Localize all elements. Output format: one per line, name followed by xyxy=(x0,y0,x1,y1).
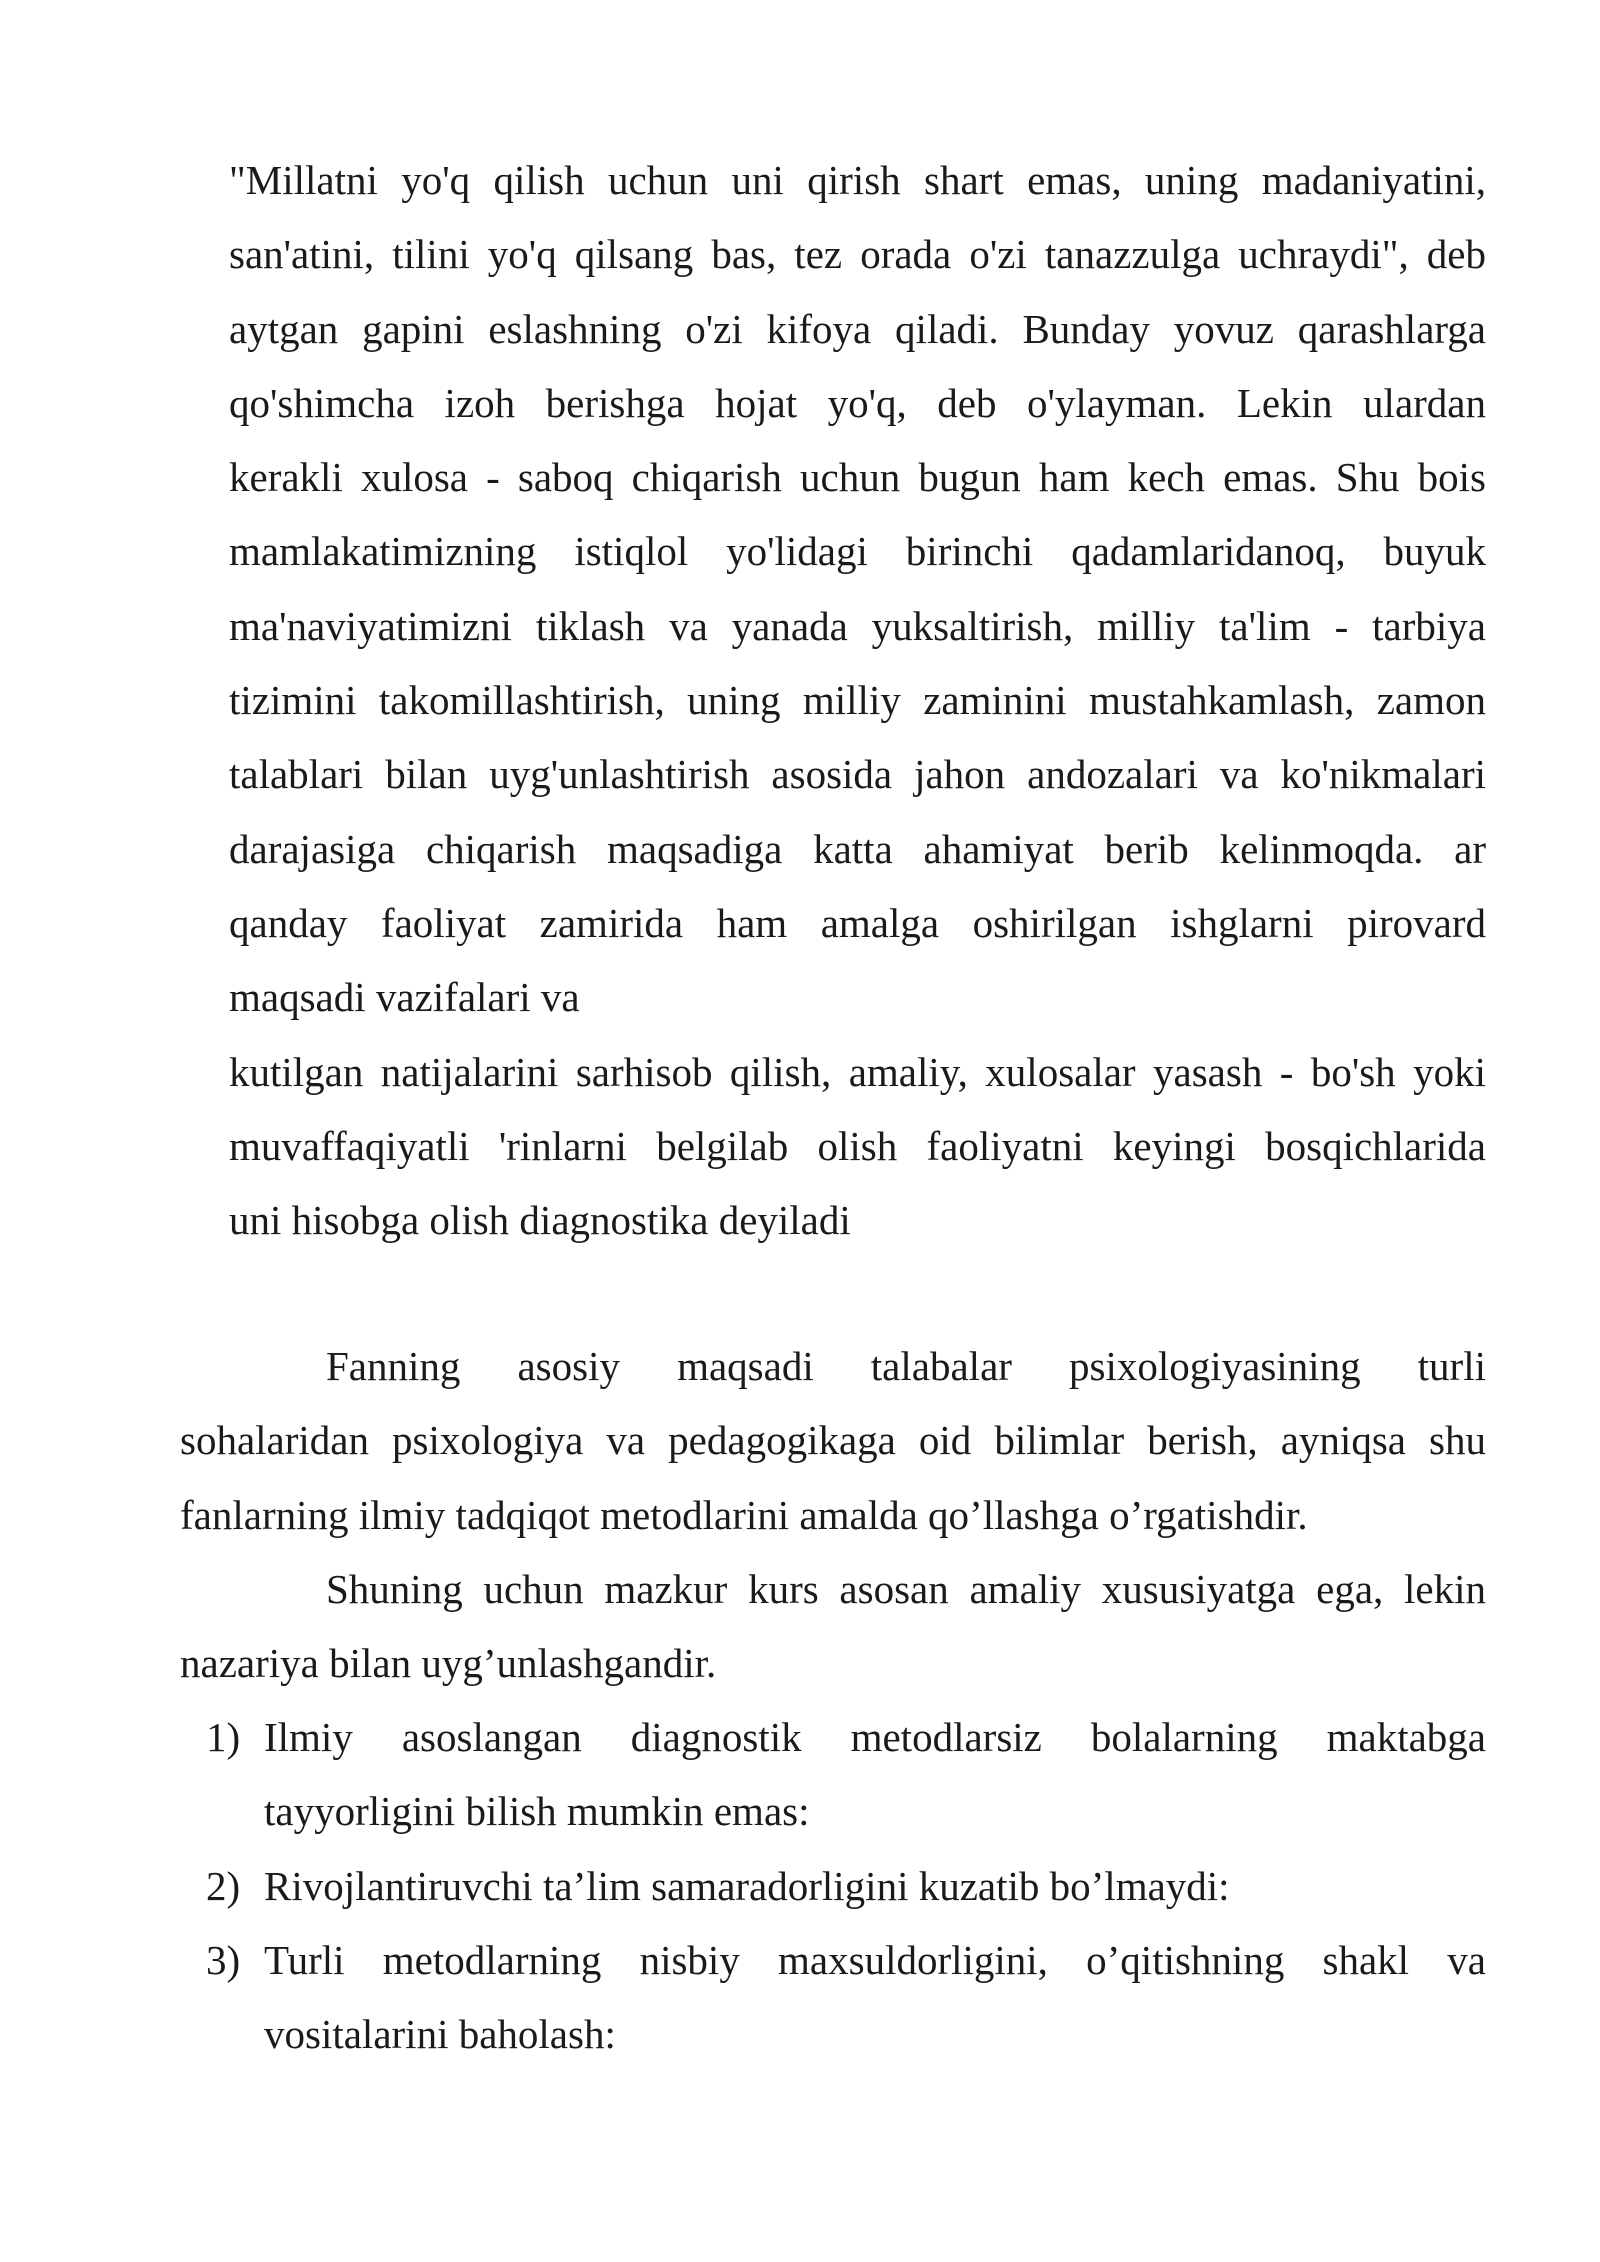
text-line: kutilgan natijalarini sarhisob qilish, amaliy, xulosalar yasash - bo'sh yoki xyxy=(229,1048,1486,1095)
text-line: vositalarini baholash: xyxy=(264,2011,616,2058)
text-line: Turli metodlarning nisbiy maxsuldorligini, o’qitishning shakl va xyxy=(264,1936,1486,1983)
text-line: sohalaridan psixologiya va pedagogikaga oid bilimlar berish, ayniqsa shu xyxy=(180,1417,1486,1464)
text-line: darajasiga chiqarish maqsadiga katta ahamiyat berib kelinmoqda. ar xyxy=(229,825,1486,872)
text-line: san'atini, tilini yo'q qilsang bas, tez orada o'zi tanazzulga uchraydi", deb xyxy=(229,231,1486,278)
course-paragraph xyxy=(180,1552,1486,1701)
text-line: fanlarning ilmiy tadqiqot metodlarini amalda qo’llashga o’rgatishdir. xyxy=(180,1491,1308,1538)
text-line: maqsadi vazifalari va xyxy=(229,974,580,1021)
goal-paragraph xyxy=(180,1329,1486,1552)
text-line: tizimini takomillashtirish, uning milliy zaminini mustahkamlash, zamon xyxy=(229,677,1486,724)
text-line: kerakli xulosa - saboq chiqarish uchun bugun ham kech emas. Shu bois xyxy=(229,454,1486,501)
text-line: "Millatni yo'q qilish uchun uni qirish shart emas, uning madaniyatini, xyxy=(229,157,1486,203)
text-line: ma'naviyatimizni tiklash va yanada yuksaltirish, milliy ta'lim - tarbiya xyxy=(229,602,1486,649)
list-number: 1) xyxy=(206,1714,241,1760)
list-item xyxy=(180,1849,1486,1923)
text-line: talablari bilan uyg'unlashtirish asosida jahon andozalari va ko'nikmalari xyxy=(229,751,1486,798)
text-line: Ilmiy asoslangan diagnostik metodlarsiz bolalarning maktabga xyxy=(264,1714,1486,1760)
text-line: muvaffaqiyatli 'rinlarni belgilab olish faoliyatni keyingi bosqichlarida xyxy=(229,1122,1486,1169)
list-item xyxy=(180,1700,1486,1849)
text-line: tayyorligini bilish mumkin emas: xyxy=(264,1788,810,1835)
text-line: Shuning uchun mazkur kurs asosan amaliy xususiyatga ega, lekin xyxy=(326,1566,1486,1612)
list-number: 3) xyxy=(206,1936,241,1983)
numbered-list xyxy=(180,1700,1486,2071)
quote-paragraph xyxy=(229,143,1486,1257)
text-line: mamlakatimizning istiqlol yo'lidagi birinchi qadamlaridanoq, buyuk xyxy=(229,528,1486,575)
list-item xyxy=(180,1923,1486,2072)
text-line: aytgan gapini eslashning o'zi kifoya qiladi. Bunday yovuz qarashlarga xyxy=(229,305,1486,352)
text-line: nazariya bilan uyg’unlashgandir. xyxy=(180,1640,717,1687)
list-number: 2) xyxy=(206,1862,241,1909)
text-line: Fanning asosiy maqsadi talabalar psixologiyasining turli xyxy=(326,1343,1486,1389)
text-line: uni hisobga olish diagnostika deyiladi xyxy=(229,1197,851,1244)
text-line: qanday faoliyat zamirida ham amalga oshirilgan ishglarni pirovard xyxy=(229,899,1486,946)
text-line: Rivojlantiruvchi ta’lim samaradorligini kuzatib bo’lmaydi: xyxy=(264,1862,1230,1909)
text-line: qo'shimcha izoh berishga hojat yo'q, deb o'ylayman. Lekin ulardan xyxy=(229,379,1486,426)
